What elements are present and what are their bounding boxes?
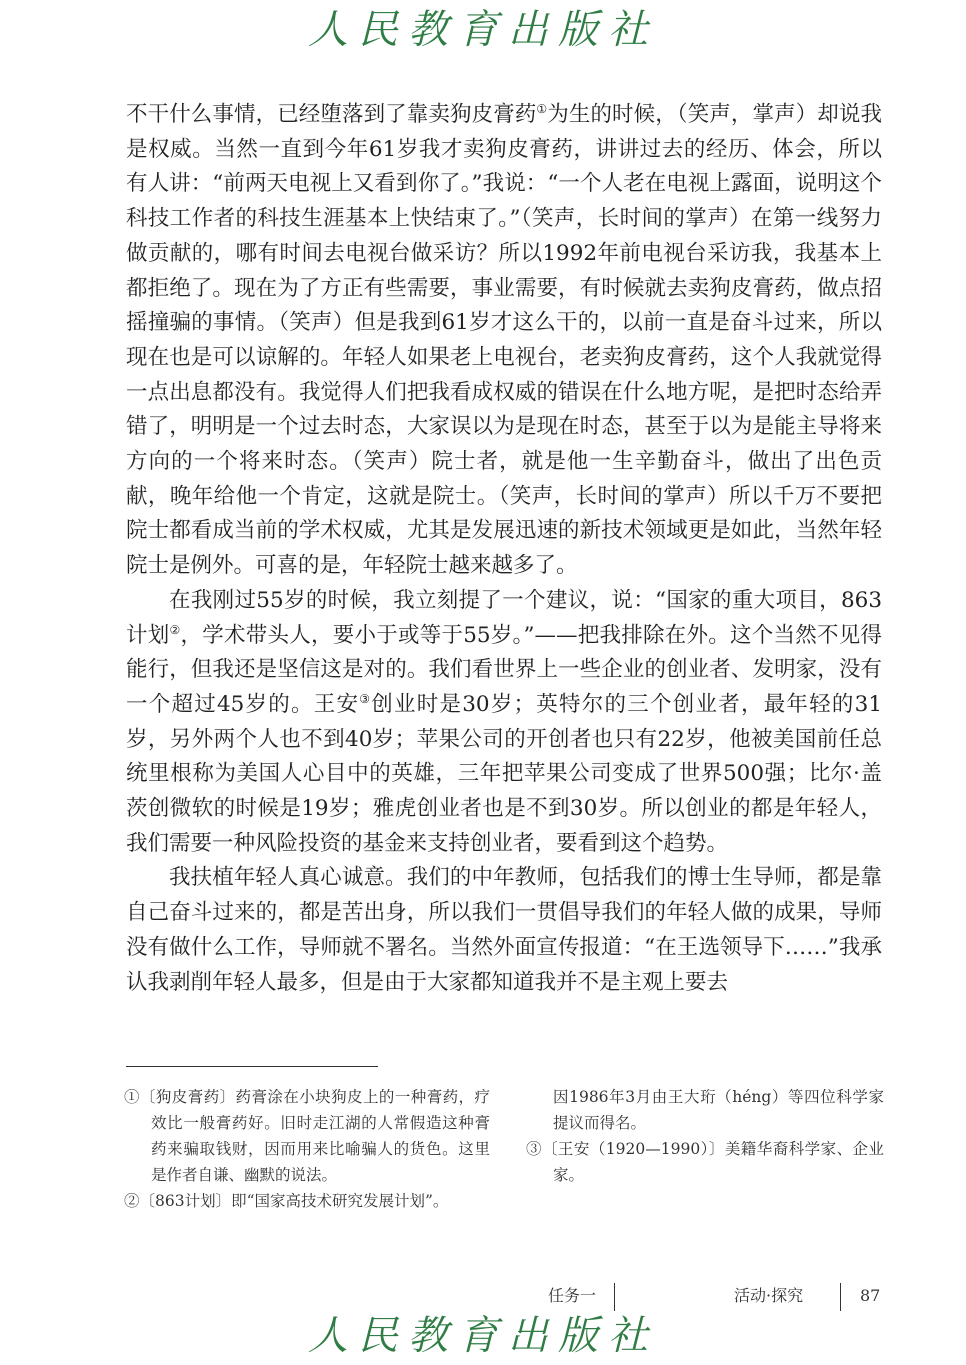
text-run: ，学术带头人，要小于或等于55岁。”——把我排除在外。这个当然不见得能行，但我还是坚信这是对的。我们看世界上一些企业的创业者、发明家，没有一个超过45岁的。王安 [126, 622, 882, 717]
text-run: 在我刚过55岁的时候，我立刻提了一个建议，说：“国家的重大项目，863计划 [126, 587, 882, 648]
body-paragraph [126, 98, 882, 584]
text-run: 为生的时候，（笑声，掌声）却说我是权威。当然一直到今年61岁我才卖狗皮膏药，讲讲过去的经历、体会，所以有人讲：“前两天电视上又看到你了。”我说：“一个人老在电视上露面，说明这个科技工作者的科技生涯基本上快结束了。”（笑声，长时间的掌声）在第一线努力做贡献的，哪有时间去电视台做采访？所以1992年前电视台采访我，我基本上都拒绝了。现在为了方正有些需要，事业需要，有时候就去卖狗皮膏药，做点招摇撞骗的事情。（笑声）但是我到61岁才这么干的，以前一直是奋斗过来，所以现在也是可以谅解的。年轻人如果老上电视台，老卖狗皮膏药，这个人我就觉得一点出息都没有。我觉得人们把我看成权威的错误在什么地方呢，是把时态给弄错了，明明是一个过去时态，大家误以为是现在时态，甚至于以为是能主导将来方向的一个将来时态。（笑声）院士者，就是他一生辛勤奋斗，做出了出色贡献，晚年给他一个肯定，这就是院士。（笑声，长时间的掌声）所以千万不要把院士都看成当前的学术权威，尤其是发展迅速的新技术领域更是如此，当然年轻院士是例外。可喜的是，年轻院士越来越多了。 [126, 102, 882, 579]
footnote-item: ③〔王安（1920—1990）〕美籍华裔科学家、企业家。 [526, 1140, 884, 1184]
main-text [126, 98, 882, 1000]
footnote-ref: ③ [359, 691, 372, 706]
footnotes-left-column [124, 1084, 490, 1214]
footer-task-label: 任务一 [548, 1286, 597, 1305]
text-run: 创业时是30岁；英特尔的三个创业者，最年轻的31岁，另外两个人也不到40岁；苹果公司的开创者也只有22岁，他被美国前任总统里根称为美国人心目中的英雄，三年把苹果公司变成了世界500强；比尔·盖茨创微软的时候是19岁；雅虎创业者也是不到30岁。所以创业的都是年轻人，我们需要一种风险投资的基金来支持创业者，要看到这个趋势。 [126, 691, 883, 856]
publisher-logo-bottom: 人民教育出版社 [308, 1313, 658, 1359]
publisher-logo-top: 人民教育出版社 [308, 7, 658, 53]
footnote-ref: ① [536, 102, 548, 116]
footer-section-label: 活动·探究 [734, 1286, 804, 1305]
body-paragraph [126, 584, 882, 862]
body-paragraph [126, 861, 882, 1000]
footnote-item: ①〔狗皮膏药〕药膏涂在小块狗皮上的一种膏药，疗效比一般膏药好。旧时走江湖的人常假造这种膏药来骗取钱财，因而用来比喻骗人的货色。这里是作者自谦、幽默的说法。 [124, 1088, 490, 1184]
footnote-divider [126, 1066, 378, 1067]
footnote-item: ②〔863计划〕即“国家高技术研究发展计划”。 [124, 1192, 449, 1210]
footnote-item: 因1986年3月由王大珩（héng）等四位科学家提议而得名。 [553, 1088, 884, 1132]
text-run: 我扶植年轻人真心诚意。我们的中年教师，包括我们的博士生导师，都是靠自己奋斗过来的，都是苦出身，所以我们一贯倡导我们的年轻人做的成果，导师没有做什么工作，导师就不署名。当然外面宣传报道：“在王选领导下……”我承认我剥削年轻人最多，但是由于大家都知道我并不是主观上要去 [126, 865, 882, 995]
footnote-ref: ② [169, 622, 181, 637]
footnotes-right-column [526, 1084, 884, 1188]
page-number: 87 [860, 1286, 881, 1305]
text-run: 不干什么事情，已经堕落到了靠卖狗皮膏药 [126, 102, 537, 127]
